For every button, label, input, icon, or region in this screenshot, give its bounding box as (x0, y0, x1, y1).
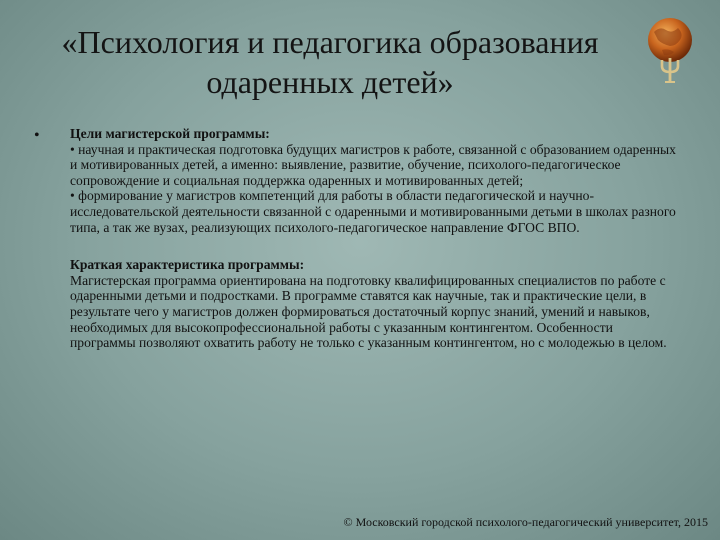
goals-item-1: • научная и практическая подготовка будущих магистров к работе, связанной с образованием одаренных и мотивированных детей, а именно: выявление, развитие, обучение, психолого-педагогическое сопровождение и социальная поддержка одаренных и мотивированных детей; (70, 141, 676, 188)
copyright-footer: © Московский городской психолого-педагогический университет, 2015 (343, 515, 708, 529)
goals-item-2: • формирование у магистров компетенций для работы в области педагогической и научно-исследовательской деятельности связанной с одаренными и мотивированными детьми в школах разного типа, а так же вузах, реализующих психолого-педагогическое направление ФГОС ВПО. (70, 188, 676, 235)
slide-title: «Психология и педагогика образования одаренных детей» (61, 24, 599, 100)
summary-text: Магистерская программа ориентирована на подготовку квалифицированных специалистов по работе с одаренными детьми и подростками. В программе ставятся как научные, так и практические цели, в результате чего у магистров должен формироваться достаточный корпус знаний, умений и навыков, необходимых для высокопрофессиональной работы с указанным контингентом. Особенности программы позволяют охватить работу не только с указанным контингентом, но с молодежью в целом. (70, 272, 667, 351)
goals-heading: Цели магистерской программы: (70, 126, 270, 141)
slide-body (70, 126, 678, 351)
globe-psi-icon (640, 14, 704, 84)
list-bullet: • (34, 127, 40, 144)
summary-heading: Краткая характеристика программы: (70, 257, 305, 273)
